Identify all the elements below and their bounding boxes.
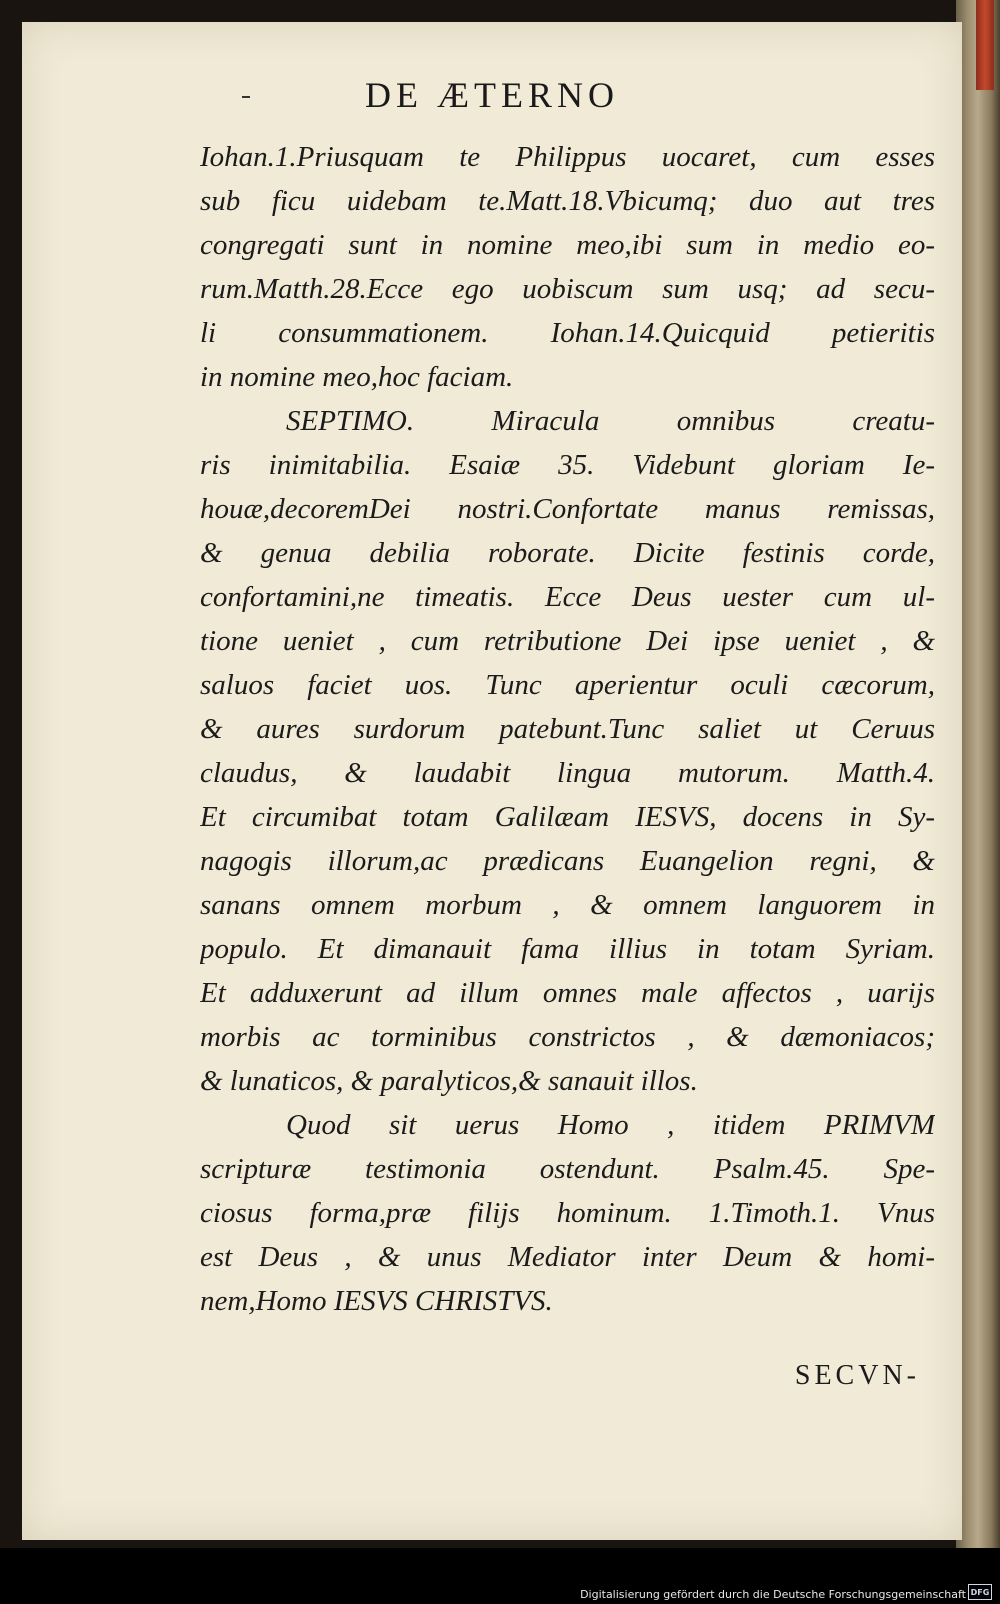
book-spine-edge (956, 0, 1000, 1548)
book-page (22, 22, 962, 1540)
text-line: houæ,decoremDei nostri.Confortate manus remissas, (200, 493, 935, 525)
text-line: rum.Matth.28.Ecce ego uobiscum sum usq; ad secu- (200, 273, 935, 305)
text-line: saluos faciet uos. Tunc aperientur oculi cæcorum, (200, 669, 935, 701)
red-page-edge (976, 0, 994, 90)
text-line: morbis ac torminibus constrictos , & dæmoniacos; (200, 1021, 935, 1053)
running-head: DE ÆTERNO (365, 75, 619, 115)
text-line: Et adduxerunt ad illum omnes male affectos , uarijs (200, 977, 935, 1009)
text-line: scripturæ testimonia ostendunt. Psalm.45. Spe- (200, 1153, 935, 1185)
text-line: ris inimitabilia. Esaiæ 35. Videbunt gloriam Ie- (200, 449, 935, 481)
body-text (200, 135, 935, 1323)
text-line: Quod sit uerus Homo , itidem PRIMVM (286, 1109, 935, 1141)
text-line: congregati sunt in nomine meo,ibi sum in medio eo- (200, 229, 935, 261)
text-line: claudus, & laudabit lingua mutorum. Matth.4. (200, 757, 935, 789)
text-line: in nomine meo,hoc faciam. (200, 361, 514, 393)
text-line: tione ueniet , cum retributione Dei ipse ueniet , & (200, 625, 935, 657)
text-line: & genua debilia roborate. Dicite festinis corde, (200, 537, 935, 569)
text-line: sub ficu uidebam te.Matt.18.Vbicumq; duo aut tres (200, 185, 935, 217)
text-line: SEPTIMO. Miracula omnibus creatu- (286, 405, 935, 437)
text-line: populo. Et dimanauit fama illius in totam Syriam. (200, 933, 935, 965)
text-line: & aures surdorum patebunt.Tunc saliet ut Ceruus (200, 713, 935, 745)
text-line: li consummationem. Iohan.14.Quicquid petieritis (200, 317, 935, 349)
footer-credit: Digitalisierung gefördert durch die Deutsche Forschungsgemeinschaft (580, 1588, 966, 1601)
text-line: nagogis illorum,ac prædicans Euangelion regni, & (200, 845, 935, 877)
text-line: & lunaticos, & paralyticos,& sanauit illos. (200, 1065, 698, 1097)
text-line: ciosus forma,præ filijs hominum. 1.Timoth.1. Vnus (200, 1197, 935, 1229)
text-line: sanans omnem morbum , & omnem languorem in (200, 889, 935, 921)
text-line: Et circumibat totam Galilæam IESVS, docens in Sy- (200, 801, 935, 833)
text-line: Iohan.1.Priusquam te Philippus uocaret, cum esses (200, 141, 935, 173)
text-line: confortamini,ne timeatis. Ecce Deus uester cum ul- (200, 581, 935, 613)
dfg-logo-icon: DFG (968, 1584, 992, 1600)
text-line: nem,Homo IESVS CHRISTVS. (200, 1285, 553, 1317)
text-line: est Deus , & unus Mediator inter Deum & homi- (200, 1241, 935, 1273)
catchword: SECVN- (794, 1360, 920, 1391)
